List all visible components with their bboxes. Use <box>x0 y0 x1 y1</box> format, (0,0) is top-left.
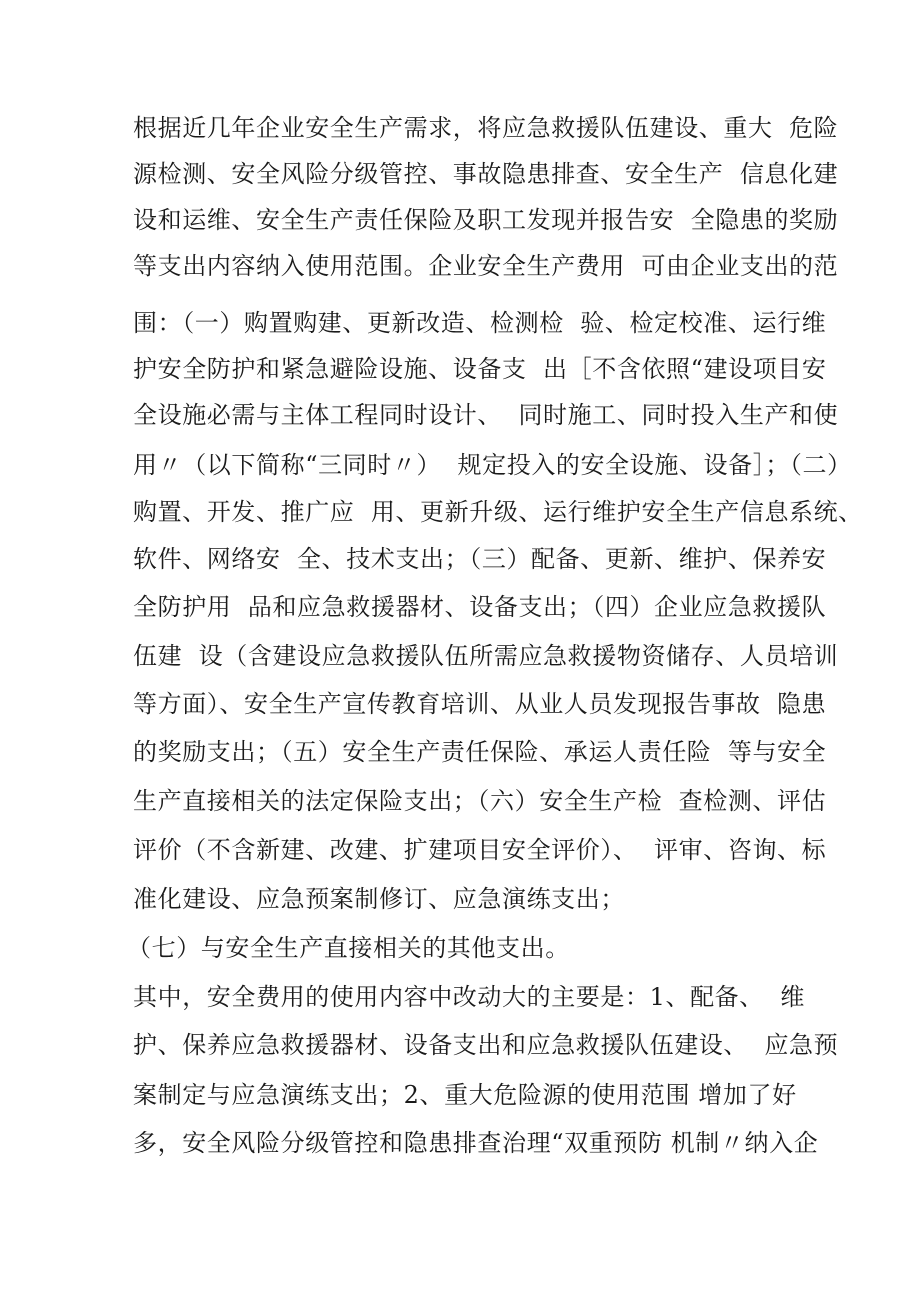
paragraph-line: 设和运维、安全生产责任保险及职工发现并报告安 全隐患的奖励 <box>133 206 839 234</box>
paragraph-line: 全防护用 品和应急救援器材、设备支出；（四）企业应急救援队 <box>133 593 827 621</box>
paragraph-line: 评价（不含新建、改建、扩建项目安全评价）、 评审、咨询、标 <box>133 836 827 864</box>
paragraph-line: （七）与安全生产直接相关的其他支出。 <box>127 934 570 962</box>
paragraph-line: 护、保养应急救援器材、设备支出和应急救援队伍建设、 应急预 <box>133 1031 839 1059</box>
paragraph-line: 护安全防护和紧急避险设施、设备支 出［不含依照“建设项目安 <box>133 355 827 383</box>
paragraph-line: 多，安全风险分级管控和隐患排查治理“双重预防 机制〃纳入企 <box>133 1129 819 1157</box>
paragraph-line: 全设施必需与主体工程同时设计、 同时施工、同时投入生产和使 <box>133 401 839 429</box>
paragraph-line: 的奖励支出；（五）安全生产责任保险、承运人责任险 等与安全 <box>133 738 827 766</box>
paragraph-line: 根据近几年企业安全生产需求，将应急救援队伍建设、重大 危险 <box>133 114 839 142</box>
paragraph-line: 伍建 设（含建设应急救援队伍所需应急救援物资储存、人员培训 <box>133 642 839 670</box>
paragraph-line: 用〃（以下简称“三同时〃） 规定投入的安全设施、设备］；（二） <box>133 451 852 479</box>
paragraph-line: 案制定与应急演练支出；2、重大危险源的使用范围 增加了好 <box>133 1081 797 1109</box>
paragraph-line: 源检测、安全风险分级管控、事故隐患排查、安全生产 信息化建 <box>133 160 839 188</box>
paragraph-line: 软件、网络安 全、技术支出；（三）配备、更新、维护、保养安 <box>133 545 827 573</box>
paragraph-line: 等方面）、安全生产宣传教育培训、从业人员发现报告事故 隐患 <box>133 690 827 718</box>
paragraph-line: 等支出内容纳入使用范围。企业安全生产费用 可由企业支出的范 <box>133 252 839 280</box>
paragraph-line: 围：（一）购置购建、更新改造、检测检 验、检定校准、运行维 <box>133 309 827 337</box>
paragraph-line: 准化建设、应急预案制修订、应急演练支出； <box>133 885 625 913</box>
paragraph-line: 其中，安全费用的使用内容中改动大的主要是：1、配备、 维 <box>133 983 805 1011</box>
paragraph-line: 购置、开发、推广应 用、更新升级、运行维护安全生产信息系统、 <box>133 498 863 526</box>
paragraph-line: 生产直接相关的法定保险支出；（六）安全生产检 查检测、评估 <box>133 787 827 815</box>
